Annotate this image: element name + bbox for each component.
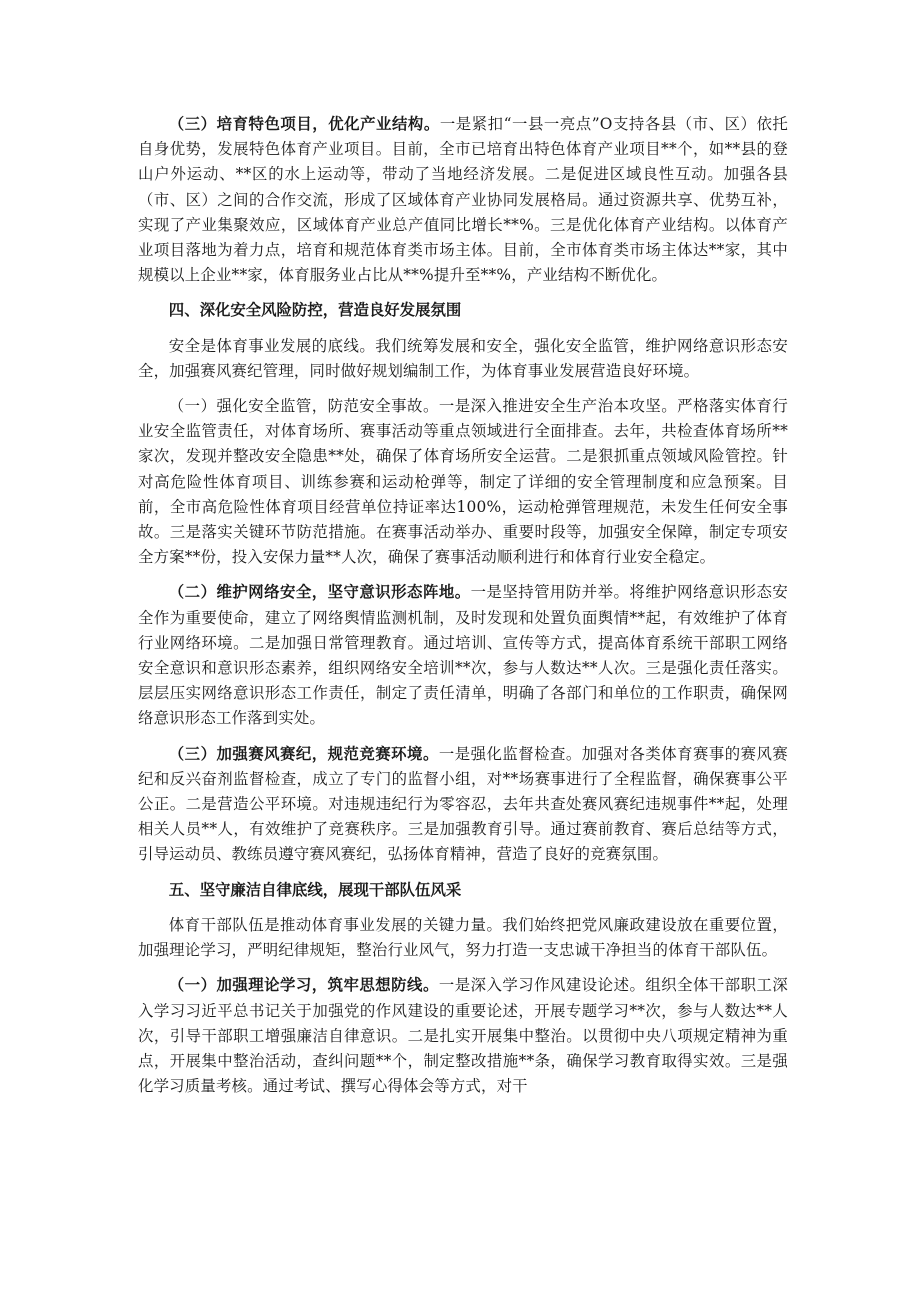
- paragraph-body: 一是强化监督检查。加强对各类体育赛事的赛风赛纪和反兴奋剂监督检查，成立了专门的监督小组，对**场赛事进行了全程监督，确保赛事公平公正。二是营造公平环境。对违规违纪行为零容忍，去年共查处赛风赛纪违规事件**起，处理相关人员**人，有效维护了竞赛秩序。三是加强教育引导。通过赛前教育、赛后总结等方式，引导运动员、教练员遵守赛风赛纪，弘扬体育精神，营造了良好的竞赛氛围。: [138, 744, 789, 864]
- section-heading-integrity: 五、坚守廉洁自律底线，展现干部队伍风采: [168, 880, 462, 899]
- paragraph-safety-intro: [138, 334, 788, 384]
- paragraph-network-security: [138, 580, 788, 731]
- paragraph-body: 体育干部队伍是推动体育事业发展的关键力量。我们始终把党风廉政建设放在重要位置，加强理论学习，严明纪律规矩，整治行业风气，努力打造一支忠诚干净担当的体育干部队伍。: [138, 915, 788, 960]
- paragraph-cultivate-featured-projects: [138, 112, 788, 288]
- paragraph-lead: （一）加强理论学习，筑牢思想防线。: [168, 976, 439, 995]
- paragraph-lead: （三）加强赛风赛纪，规范竞赛环境。: [168, 744, 439, 763]
- paragraph-body: （一）强化安全监管，防范安全事故。一是深入推进安全生产治本攻坚。严格落实体育行业安全监管责任，对体育场所、赛事活动等重点领域进行全面排查。去年，共检查体育场所**家次，发现并整改安全隐患**处，确保了体育场所安全运营。二是狠抓重点领域风险管控。针对高危险性体育项目、训练参赛和运动枪弹等，制定了详细的安全管理制度和应急预案。目前，全市高危险性体育项目经营单位持证率达100%，运动枪弹管理规范，未发生任何安全事故。三是落实关键环节防范措施。在赛事活动举办、重要时段等，加强安全保障，制定专项安全方案**份，投入安保力量**人次，确保了赛事活动顺利进行和体育行业安全稳定。: [138, 397, 788, 567]
- paragraph-body: 安全是体育事业发展的底线。我们统筹发展和安全，强化安全监管，维护网络意识形态安全，加强赛风赛纪管理，同时做好规划编制工作，为体育事业发展营造良好环境。: [138, 336, 788, 380]
- paragraph-lead: （三）培育特色项目，优化产业结构。: [168, 115, 440, 133]
- paragraph-theory-study: [138, 973, 788, 1099]
- document-page: [138, 112, 788, 1109]
- paragraph-lead: （二）维护网络安全，坚守意识形态阵地。: [168, 583, 471, 602]
- paragraph-competition-discipline: [138, 742, 788, 868]
- section-heading-safety: 四、深化安全风险防控，营造良好发展氛围: [168, 301, 462, 320]
- paragraph-body: 一是紧扣“一县一亮点”O支持各县（市、区）依托自身优势，发展特色体育产业项目。目前，全市已培育出特色体育产业项目**个，如**县的登山户外运动、**区的水上运动等，带动了当地经济发展。二是促进区域良性互动。加强各县（市、区）之间的合作交流，形成了区域体育产业协同发展格局。通过资源共享、优势互补，实现了产业集聚效应，区域体育产业总产值同比增长**%。三是优化体育产业结构。以体育产业项目落地为着力点，培育和规范体育类市场主体。目前，全市体育类市场主体达**家，其中规模以上企业**家，体育服务业占比从**%提升至**%，产业结构不断优化。: [138, 115, 788, 285]
- paragraph-body: 一是坚持管用防并举。将维护网络意识形态安全作为重要使命，建立了网络舆情监测机制，及时发现和处置负面舆情**起，有效维护了体育行业网络环境。二是加强日常管理教育。通过培训、宣传等方式，提高体育系统干部职工网络安全意识和意识形态素养，组织网络安全培训**次，参与人数达**人次。三是强化责任落实。层层压实网络意识形态工作责任，制定了责任清单，明确了各部门和单位的工作职责，确保网络意识形态工作落到实处。: [138, 583, 788, 728]
- paragraph-safety-supervision: [138, 394, 788, 570]
- paragraph-integrity-intro: [138, 913, 788, 963]
- paragraph-body: 一是深入学习作风建设论述。组织全体干部职工深入学习习近平总书记关于加强党的作风建设的重要论述，开展专题学习**次，参与人数达**人次，引导干部职工增强廉洁自律意识。二是扎实开展集中整治。以贯彻中央八项规定精神为重点，开展集中整治活动，查纠问题**个，制定整改措施**条，确保学习教育取得实效。三是强化学习质量考核。通过考试、撰写心得体会等方式，对干: [138, 976, 789, 1096]
